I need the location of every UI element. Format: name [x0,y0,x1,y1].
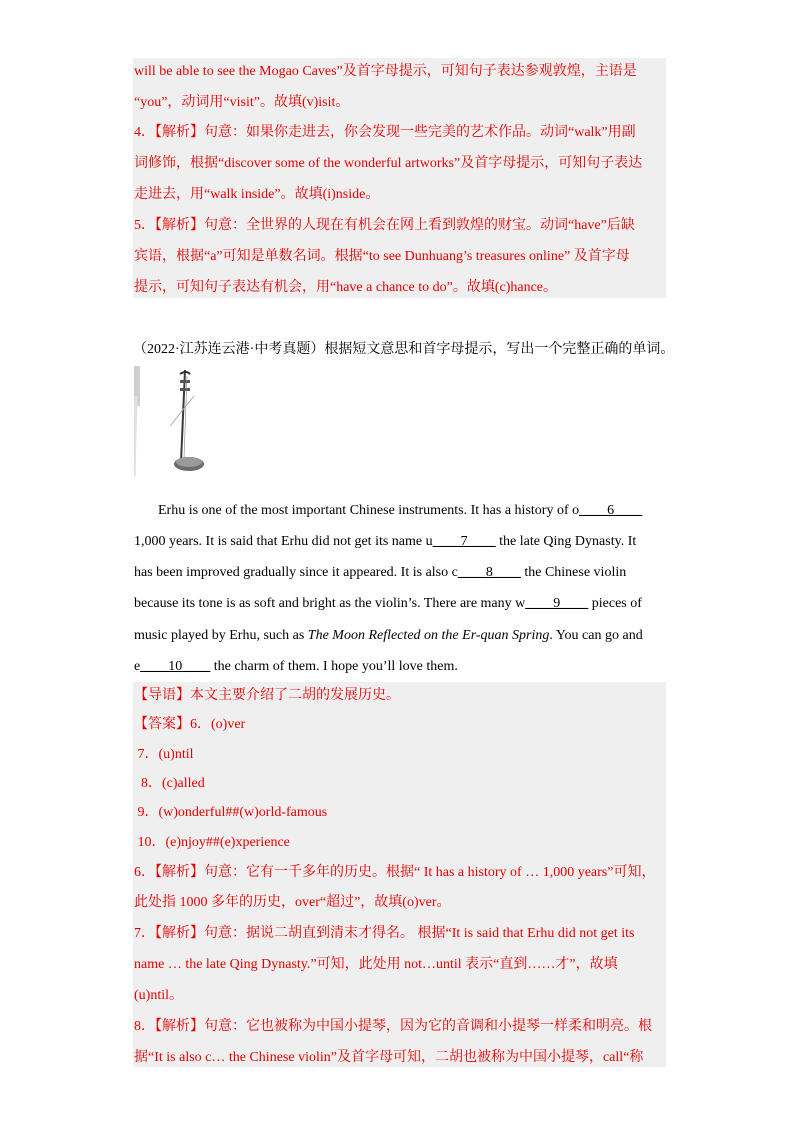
song-title: The Moon Reflected on the Er-quan Spring [307,628,550,643]
answer-10: 10．(e)njoy##(e)xperience [134,835,290,850]
explanation-6: 6．【解析】句意：它有一千多年的历史。根据“ It has a history of … 1,000 years”可知， [134,865,656,880]
blank-9[interactable]: ____9____ [525,596,589,611]
blank-8[interactable]: ____8____ [457,565,521,580]
answer-8: 8．(c)alled [134,776,205,791]
erhu-image [134,366,214,476]
blank-6[interactable]: ____6____ [579,503,643,518]
passage-line-3: has been improved gradually since it appeared. It is also c____8____ the Chinese violin [134,565,627,580]
blank-10[interactable]: ____10____ [140,659,211,674]
analysis-line: 词修饰，根据“discover some of the wonderful artworks”及首字母提示，可知句子表达 [134,156,643,171]
analysis-line: “you”，动词用“visit”。故填(v)isit。 [134,95,350,110]
answer-7: 7．(u)ntil [134,747,194,762]
passage-line-4: because its tone is as soft and bright as the violin’s. There are many w____9____ pieces of [134,596,642,611]
analysis-line: 宾语，根据“a”可知是单数名词。根据“to see Dunhuang’s treasures online” 及首字母 [134,249,630,264]
analysis-line: will be able to see the Mogao Caves”及首字母提示，可知句子表达参观敦煌，主语是 [134,64,637,79]
passage-line-5: music played by Erhu, such as The Moon Reflected on the Er-quan Spring. You can go and [134,628,643,643]
explanation-6-cont: 此处指 1000 多年的历史，over“超过”，故填(o)ver。 [134,895,451,910]
explanation-7-end: (u)ntil。 [134,988,183,1003]
answer-6: 【答案】6．(o)ver [134,717,246,732]
analysis-line: 4．【解析】句意：如果你走进去，你会发现一些完美的艺术作品。动词“walk”用副 [134,125,636,140]
answer-9: 9．(w)onderful##(w)orld-famous [134,805,328,820]
passage-line-1: Erhu is one of the most important Chinese instruments. It has a history of o____6____ [158,503,643,518]
analysis-line: 提示，可知句子表达有机会，用“have a chance to do”。故填(c)hance。 [134,280,557,295]
guide-text: 【导语】本文主要介绍了二胡的发展历史。 [134,688,400,703]
question-instruction: （2022·江苏连云港·中考真题）根据短文意思和首字母提示，写出一个完整正确的单词。 [133,342,675,357]
explanation-8: 8．【解析】句意：它也被称为中国小提琴，因为它的音调和小提琴一样柔和明亮。根 [134,1019,652,1034]
blank-7[interactable]: ____7____ [432,534,496,549]
analysis-line: 走进去，用“walk inside”。故填(i)nside。 [134,187,380,202]
explanation-7-cont: name … the late Qing Dynasty.”可知，此处用 not…until 表示“直到……才”，故填 [134,957,618,972]
passage-line-6: e____10____ the charm of them. I hope you’ll love them. [134,659,458,674]
explanation-8-cont: 据“It is also c… the Chinese violin”及首字母可知，二胡也被称为中国小提琴，call“称 [134,1050,644,1065]
passage-line-2: 1,000 years. It is said that Erhu did not get its name u____7____ the late Qing Dynasty. It [134,534,637,549]
explanation-7: 7．【解析】句意：据说二胡直到清末才得名。 根据“It is said that Erhu did not get its [134,926,635,941]
analysis-line: 5．【解析】句意：全世界的人现在有机会在网上看到敦煌的财宝。动词“have”后缺 [134,218,635,233]
